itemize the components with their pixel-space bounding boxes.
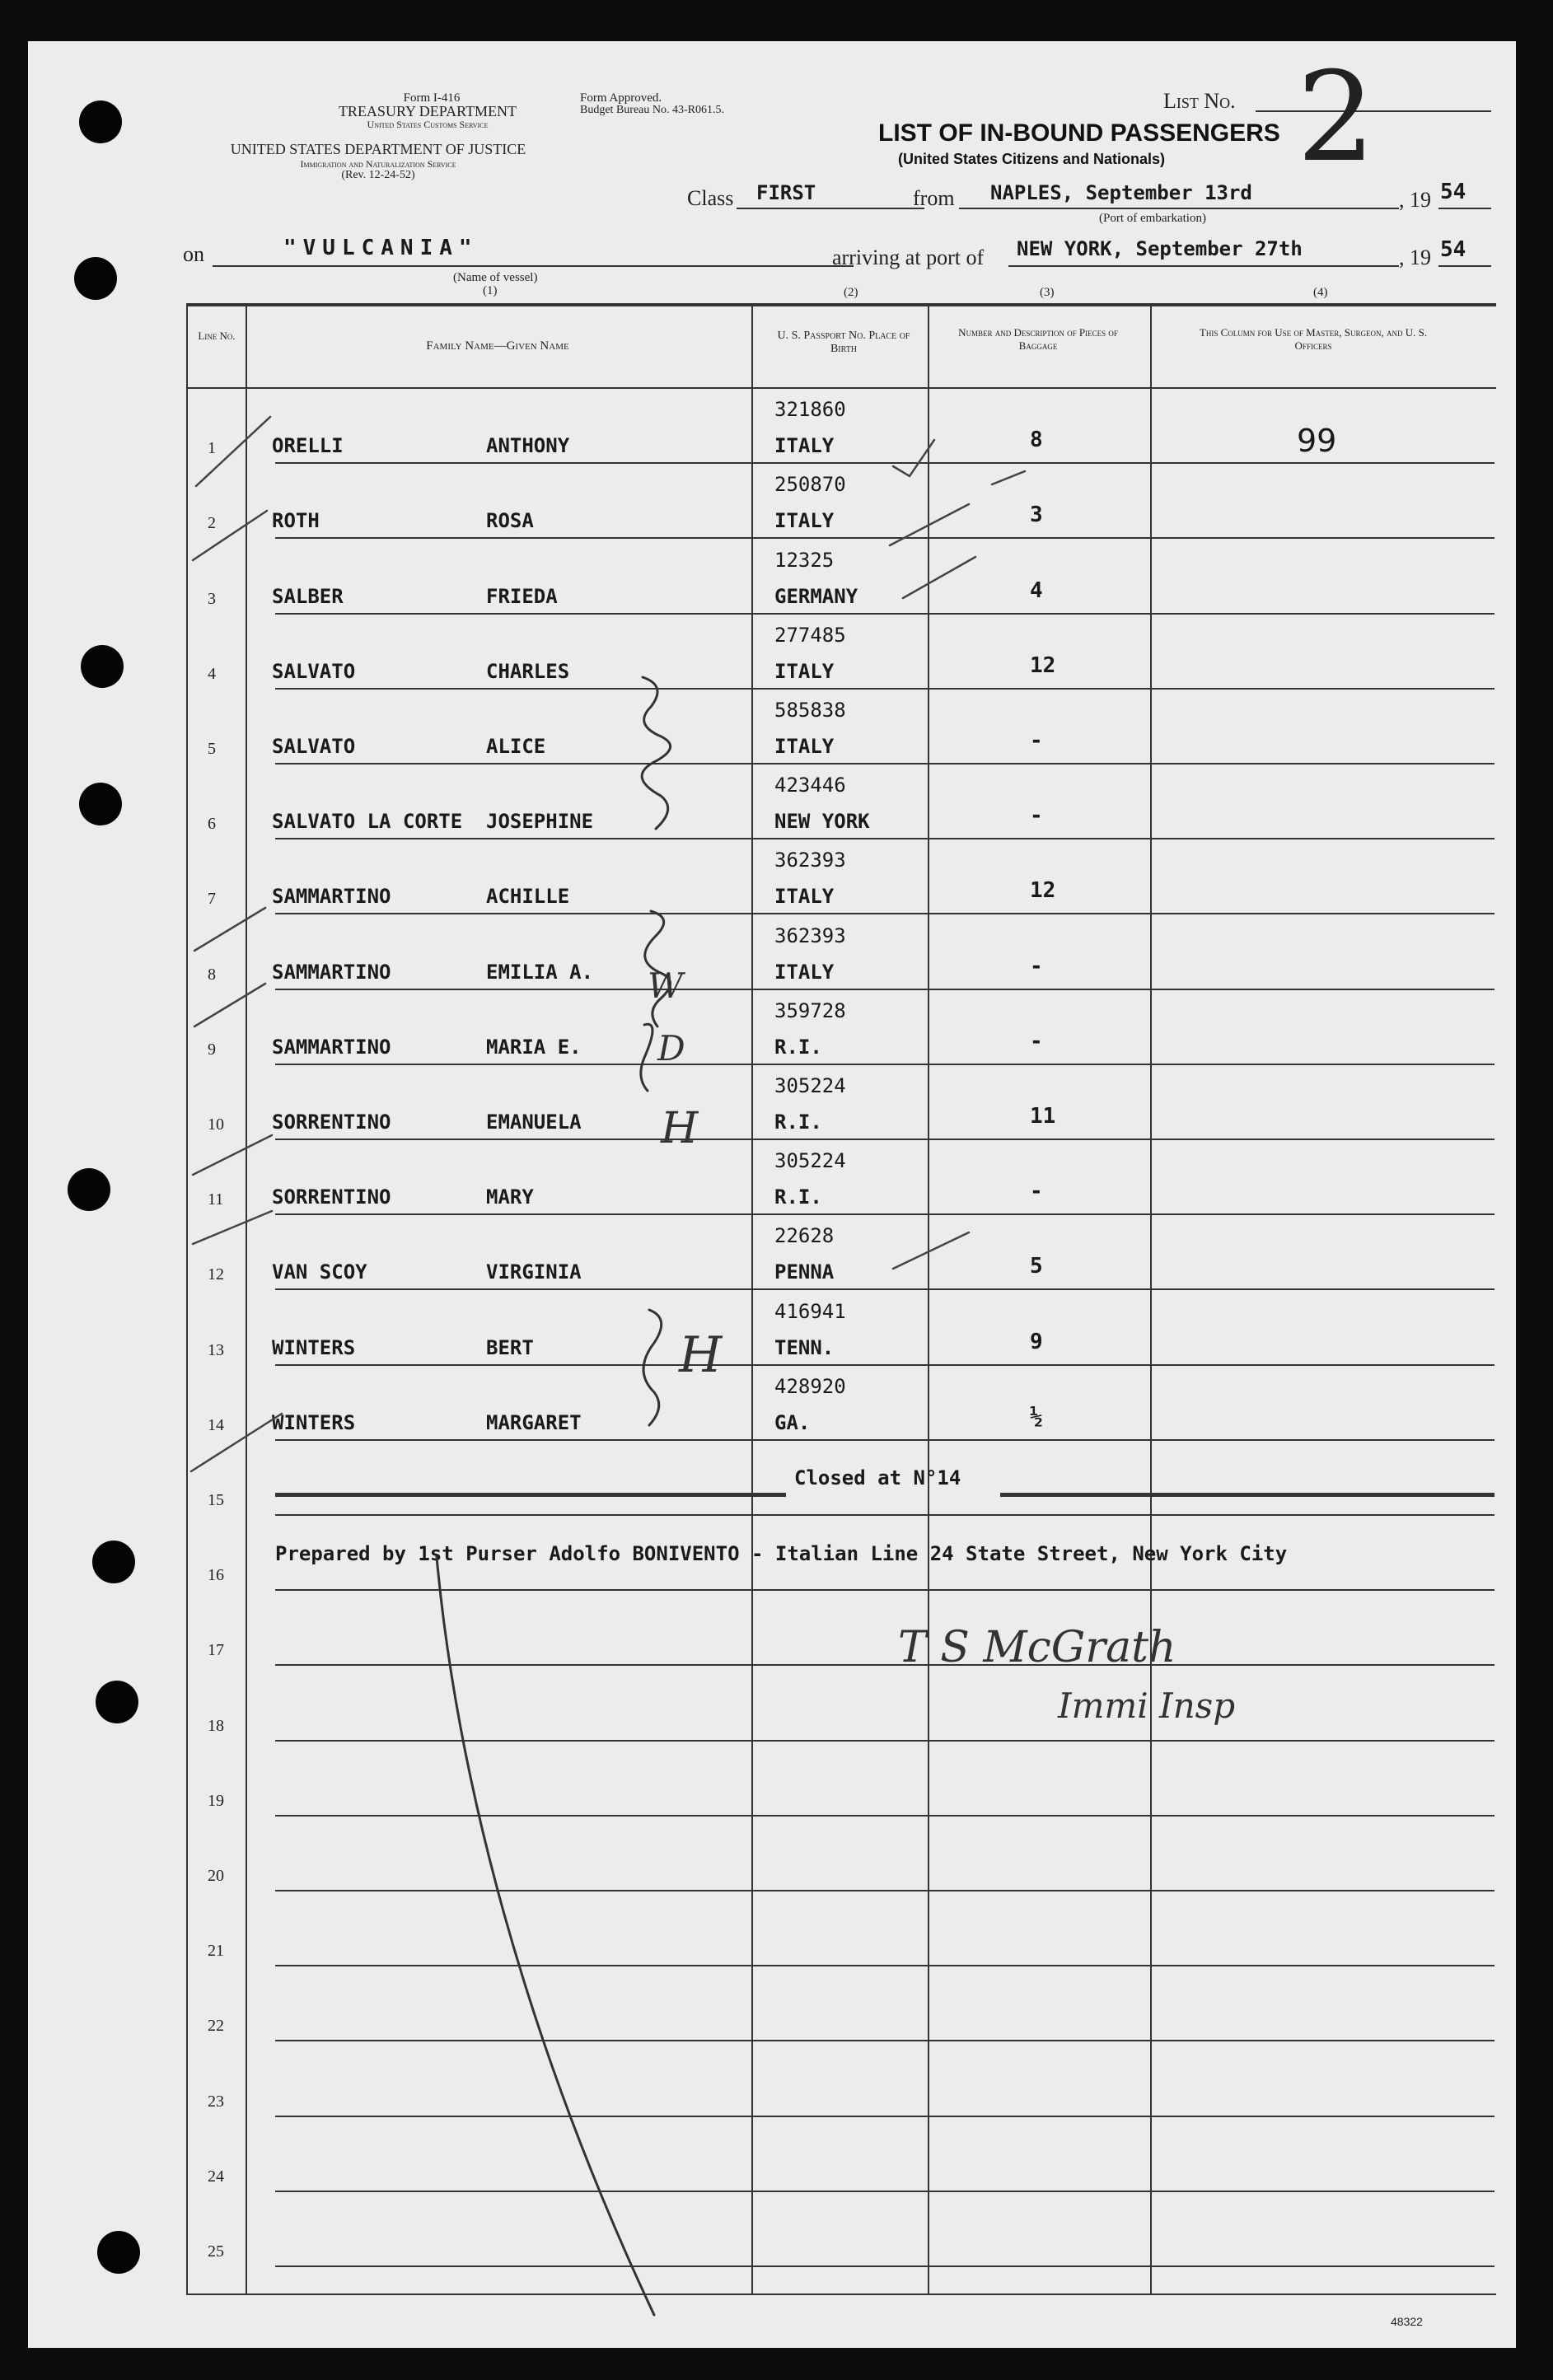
row-rule [275, 838, 1495, 839]
given-name: EMANUELA [486, 1111, 582, 1134]
passport-number: 305224 [774, 1074, 846, 1097]
row-line-number: 15 [208, 1491, 224, 1509]
row-rule [275, 1740, 1495, 1742]
row-rule [275, 2265, 1495, 2267]
row-line-number: 23 [208, 2092, 224, 2111]
row-line-number: 8 [208, 965, 216, 984]
row-line-number: 17 [208, 1641, 224, 1660]
row-rule [275, 1589, 1495, 1591]
class-label: Class [687, 186, 734, 210]
family-name: SALBER [272, 584, 344, 608]
family-name: ORELLI [272, 434, 344, 458]
closed-rule-right [1000, 1493, 1495, 1497]
passport-number: 321860 [774, 398, 846, 422]
hand-mark: H [679, 1326, 723, 1384]
passport-number: 250870 [774, 473, 846, 497]
officer-mark: 99 [1297, 423, 1337, 460]
arrival-value: NEW YORK, September 27th [1017, 237, 1303, 260]
from-value: NAPLES, September 13rd [990, 181, 1252, 204]
form-code: 48322 [1391, 2315, 1423, 2328]
family-name: SALVATO [272, 735, 356, 758]
family-name: SORRENTINO [272, 1111, 391, 1134]
place-of-birth: TENN. [774, 1335, 835, 1359]
family-name: WINTERS [272, 1410, 356, 1434]
family-name: ROTH [272, 509, 320, 533]
given-name: EMILIA A. [486, 960, 594, 984]
list-no-label: List No. [1163, 89, 1236, 113]
col-divider-passport [928, 303, 929, 2295]
family-name: SAMMARTINO [272, 960, 391, 984]
row-rule [275, 2040, 1495, 2041]
header-bottom-rule [186, 387, 1496, 389]
year2-prefix: , 19 [1399, 245, 1431, 269]
baggage-count: - [1030, 803, 1043, 829]
place-of-birth: R.I. [774, 1111, 822, 1134]
row-rule [275, 1139, 1495, 1140]
family-name: SAMMARTINO [272, 885, 391, 909]
row-line-number: 14 [208, 1415, 224, 1434]
row-rule [275, 1890, 1495, 1891]
row-line-number: 10 [208, 1115, 224, 1134]
punch-hole [68, 1168, 110, 1211]
year-prefix: , 19 [1399, 188, 1431, 212]
year2-underline [1438, 265, 1491, 267]
revision-date: (Rev. 12-24-52) [341, 169, 415, 181]
row-rule [275, 462, 1495, 464]
row-line-number: 24 [208, 2167, 224, 2186]
row-rule [275, 1213, 1495, 1215]
header-officers: This Column for Use of Master, Surgeon, and U. S. Officers [1199, 326, 1428, 352]
prepared-by-note: Prepared by 1st Purser Adolfo BONIVENTO - Italian Line 24 State Street, New York City [275, 1542, 1288, 1565]
header-passport: U. S. Passport No. Place of Birth [777, 330, 910, 355]
passport-number: 22628 [774, 1224, 835, 1248]
baggage-count: 3 [1030, 503, 1043, 528]
header-line-no: Line No. [198, 330, 236, 342]
hand-mark: W [648, 966, 684, 1006]
row-rule [275, 913, 1495, 914]
punch-hole [81, 645, 124, 688]
passport-number: 423446 [774, 774, 846, 797]
punch-hole [96, 1681, 138, 1723]
given-name: MARIA E. [486, 1035, 582, 1059]
customs-service: United States Customs Service [367, 119, 489, 130]
row-line-number: 1 [208, 439, 216, 458]
form-title: LIST OF IN-BOUND PASSENGERS [878, 119, 1280, 147]
place-of-birth: ITALY [774, 960, 835, 984]
from-label: from [913, 186, 955, 210]
row-rule [275, 989, 1495, 990]
place-of-birth: ITALY [774, 659, 835, 683]
given-name: CHARLES [486, 659, 570, 683]
family-name: SORRENTINO [272, 1185, 391, 1209]
place-of-birth: GERMANY [774, 584, 858, 608]
row-line-number: 20 [208, 1867, 224, 1885]
family-name: WINTERS [272, 1335, 356, 1359]
treasury-department: TREASURY DEPARTMENT [338, 103, 517, 119]
inspector-signature: T S McGrath [898, 1623, 1176, 1672]
baggage-count: - [1030, 1179, 1043, 1204]
form-subtitle: (United States Citizens and Nationals) [898, 151, 1166, 167]
given-name: ANTHONY [486, 434, 570, 458]
row-line-number: 16 [208, 1566, 224, 1585]
closed-at-note: Closed at N°14 [794, 1466, 961, 1489]
year-value: 54 [1440, 180, 1466, 204]
row-rule [275, 1815, 1495, 1817]
table-left-rule [186, 303, 188, 2295]
row-rule [275, 613, 1495, 615]
col-divider-lineno [246, 303, 247, 2295]
list-number: 2 [1297, 46, 1376, 189]
row-line-number: 21 [208, 1942, 224, 1961]
year-underline [1438, 208, 1491, 209]
row-line-number: 22 [208, 2017, 224, 2036]
baggage-count: 12 [1030, 652, 1056, 678]
given-name: JOSEPHINE [486, 810, 594, 834]
col3-number: (3) [1040, 286, 1055, 299]
row-rule [275, 1439, 1495, 1441]
row-line-number: 12 [208, 1265, 224, 1284]
year2-value: 54 [1440, 237, 1466, 262]
row-rule [275, 1514, 1495, 1516]
given-name: BERT [486, 1335, 534, 1359]
baggage-count: 11 [1030, 1104, 1056, 1129]
punch-hole [74, 257, 117, 300]
row-rule [275, 763, 1495, 764]
row-rule [275, 688, 1495, 690]
family-name: SALVATO [272, 659, 356, 683]
department-of-justice: UNITED STATES DEPARTMENT OF JUSTICE [230, 141, 526, 157]
place-of-birth: ITALY [774, 509, 835, 533]
baggage-count: - [1030, 953, 1043, 979]
manifest-page [28, 41, 1516, 2348]
row-line-number: 11 [208, 1190, 224, 1209]
row-rule [275, 537, 1495, 539]
arriving-label: arriving at port of [832, 245, 985, 269]
baggage-count: 12 [1030, 878, 1056, 904]
row-rule [275, 1364, 1495, 1366]
row-rule [275, 1965, 1495, 1966]
baggage-count: 4 [1030, 577, 1043, 603]
from-underline [959, 208, 1399, 209]
hand-mark: D [657, 1028, 685, 1068]
place-of-birth: PENNA [774, 1260, 835, 1284]
punch-hole [79, 101, 122, 143]
form-number: Form I-416 [403, 91, 461, 105]
baggage-count: 5 [1030, 1254, 1043, 1279]
col-divider-name [751, 303, 753, 2295]
row-line-number: 18 [208, 1716, 224, 1735]
row-line-number: 3 [208, 589, 216, 608]
baggage-count: ½ [1030, 1404, 1043, 1429]
vessel-name: "VULCANIA" [283, 236, 479, 260]
family-name: SALVATO LA CORTE [272, 810, 463, 834]
given-name: ACHILLE [486, 885, 570, 909]
row-line-number: 6 [208, 815, 216, 834]
row-line-number: 4 [208, 664, 216, 683]
row-rule [275, 2116, 1495, 2117]
passport-number: 359728 [774, 998, 846, 1022]
table-top-rule [186, 303, 1496, 306]
class-underline [737, 208, 924, 209]
closed-rule-left [275, 1493, 786, 1497]
col2-number: (2) [844, 286, 858, 299]
header-name: Family Name—Given Name [426, 339, 569, 353]
row-line-number: 25 [208, 2242, 224, 2261]
row-line-number: 7 [208, 890, 216, 909]
passport-number: 12325 [774, 548, 835, 572]
vessel-underline [213, 265, 854, 267]
row-rule [275, 2191, 1495, 2192]
col1-number: (1) [483, 284, 498, 297]
passport-number: 362393 [774, 849, 846, 872]
class-value: FIRST [756, 181, 816, 204]
baggage-count: - [1030, 728, 1043, 753]
table-bottom-rule [186, 2293, 1496, 2295]
place-of-birth: NEW YORK [774, 810, 870, 834]
row-line-number: 2 [208, 514, 216, 533]
place-of-birth: ITALY [774, 434, 835, 458]
form-approved: Form Approved. [580, 91, 662, 105]
family-name: SAMMARTINO [272, 1035, 391, 1059]
arrival-underline [1008, 265, 1399, 267]
passport-number: 305224 [774, 1149, 846, 1173]
row-line-number: 13 [208, 1340, 224, 1359]
row-line-number: 9 [208, 1040, 216, 1059]
row-line-number: 5 [208, 740, 216, 758]
place-of-birth: ITALY [774, 735, 835, 758]
family-name: VAN SCOY [272, 1260, 367, 1284]
row-line-number: 19 [208, 1791, 224, 1810]
baggage-count: 8 [1030, 428, 1043, 453]
passport-number: 428920 [774, 1374, 846, 1398]
given-name: FRIEDA [486, 584, 558, 608]
given-name: MARY [486, 1185, 534, 1209]
header-baggage: Number and Description of Pieces of Baggage [958, 326, 1118, 352]
naturalization-service: Immigration and Naturalization Service [300, 158, 456, 170]
punch-hole [92, 1541, 135, 1583]
passport-number: 585838 [774, 699, 846, 722]
col4-number: (4) [1313, 286, 1328, 299]
signature-note: Immi Insp [1058, 1686, 1236, 1726]
place-of-birth: ITALY [774, 885, 835, 909]
baggage-count: - [1030, 1028, 1043, 1054]
row-rule [275, 1664, 1495, 1666]
passport-number: 277485 [774, 623, 846, 647]
passport-number: 362393 [774, 923, 846, 947]
passport-number: 416941 [774, 1299, 846, 1323]
baggage-count: 9 [1030, 1329, 1043, 1354]
given-name: MARGARET [486, 1410, 582, 1434]
given-name: VIRGINIA [486, 1260, 582, 1284]
punch-hole [97, 2231, 140, 2274]
row-rule [275, 1288, 1495, 1290]
given-name: ALICE [486, 735, 546, 758]
port-embark-caption: (Port of embarkation) [1099, 212, 1206, 225]
budget-bureau: Budget Bureau No. 43-R061.5. [580, 104, 724, 116]
place-of-birth: GA. [774, 1410, 811, 1434]
place-of-birth: R.I. [774, 1185, 822, 1209]
given-name: ROSA [486, 509, 534, 533]
punch-hole [79, 783, 122, 825]
on-label: on [183, 242, 204, 266]
col-divider-baggage [1150, 303, 1152, 2295]
place-of-birth: R.I. [774, 1035, 822, 1059]
row-rule [275, 1064, 1495, 1065]
hand-mark: H [661, 1104, 699, 1153]
vessel-caption: (Name of vessel) [453, 271, 538, 284]
